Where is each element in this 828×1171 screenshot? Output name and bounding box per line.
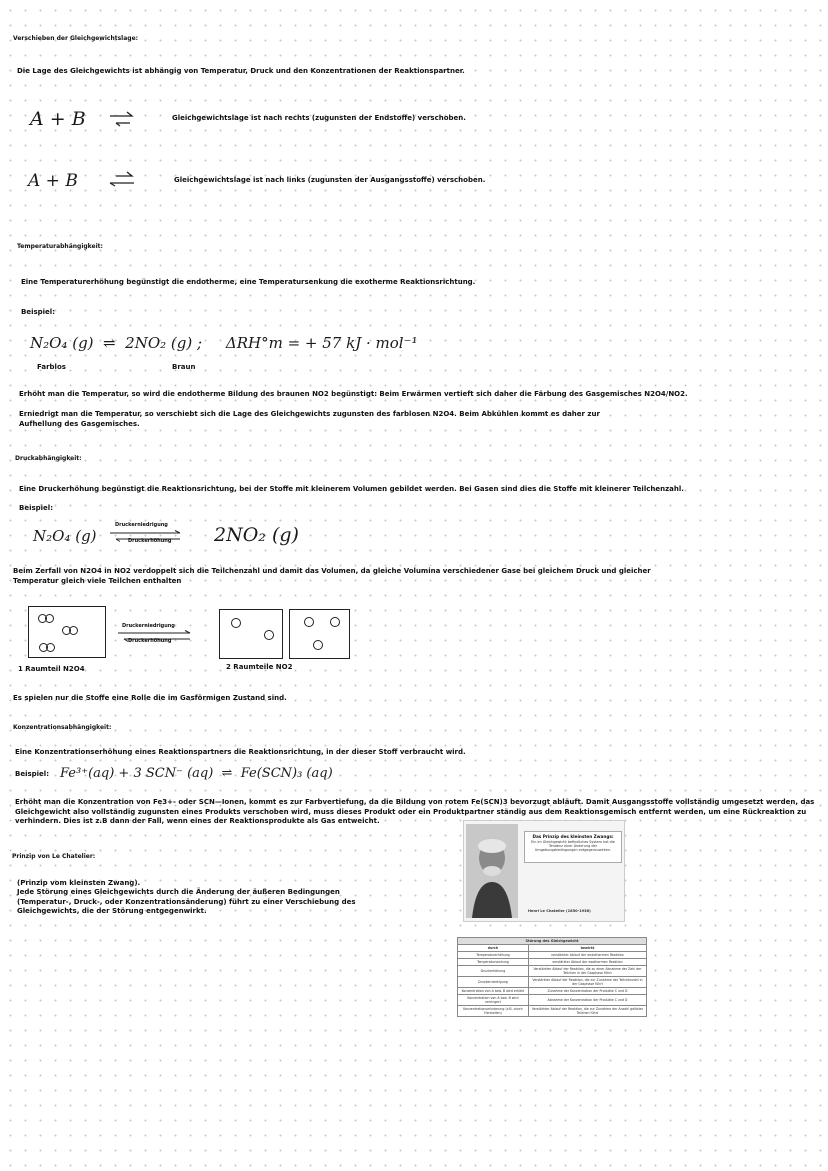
equilibrium-arrow-left-icon [108, 170, 138, 188]
temp-paragraph-2: Erniedrigt man die Temperatur, so verschiebt sich die Lage des Gleichgewichts zugunsten des farblosen N2O4. Beim Abkühlen kommt es daher zur Aufhellung des Gasgemisches. [19, 410, 600, 428]
temp-equation: N₂O₄ (g) ⇌ 2NO₂ (g) ; ΔRH°m = + 57 kJ · mol⁻¹ [30, 334, 418, 352]
pressure-rule: Eine Druckerhöhung begünstigt die Reaktionsrichtung, bei der Stoffe mit kleinerem Volumen gebildet werden. Bei Gasen sind dies die Stoffe mit kleinerer Teilchenzahl. [19, 485, 684, 493]
section-title-pressure: Druckabhängigkeit: [15, 455, 82, 462]
section-title-chatelier: Prinzip von Le Chatelier: [12, 853, 96, 860]
diagram-arrow-bottom-label: Druckerhöhung [128, 638, 172, 644]
conc-rule: Eine Konzentrationserhöhung eines Reaktionspartners die Reaktionsrichtung, in der dieser Stoff verbraucht wird. [15, 748, 466, 756]
table-cell: Temperatursenkung [458, 959, 529, 966]
equilibrium-arrow-right-icon [108, 110, 136, 128]
temp-example-label: Beispiel: [21, 308, 56, 316]
eq-right-shift: A + B [30, 108, 86, 130]
no2-volume-box-2 [289, 609, 350, 659]
table-row [458, 1006, 647, 1017]
no2-volume-box-1 [219, 609, 283, 659]
table-header: bewirkt [528, 945, 646, 952]
table-cell: Druckerhöhung [458, 966, 529, 977]
table-cell: Abnahme der Konzentration der Produkte C und D [528, 995, 646, 1006]
pressure-note: Es spielen nur die Stoffe eine Rolle die im Gasförmigen Zustand sind. [13, 694, 287, 702]
table-cell: Konzentrationsminderung (z.B. durch Herstellen) [458, 1006, 529, 1017]
table-header: durch [458, 945, 529, 952]
table-row [458, 952, 647, 959]
table-cell: Druckerniedrigung [458, 977, 529, 988]
temp-paragraph-1: Erhöht man die Temperatur, so wird die endotherme Bildung des braunen NO2 begünstigt: Beim Erwärmen vertieft sich daher die Färbung des Gasgemisches N2O4/NO2. [19, 390, 688, 398]
pressure-eq-right: 2NO₂ (g) [214, 524, 299, 546]
table-cell: Verstärkter Ablauf der Reaktion, die zur Zunahme der Anzahl gelöster Teilchen führt [528, 1006, 646, 1017]
eq-left-shift: A + B [28, 171, 78, 191]
table-row [458, 959, 647, 966]
table-row [458, 977, 647, 988]
table-row [458, 988, 647, 995]
table-cell: Temperaturerhöhung [458, 952, 529, 959]
table-cell: Konzentration von A bzw. B wird verringert [458, 995, 529, 1006]
pressure-example-label: Beispiel: [19, 504, 54, 512]
chatelier-line-1: (Prinzip vom kleinsten Zwang). [17, 879, 141, 887]
table-cell: Zunahme der Konzentration der Produkte C und D [528, 988, 646, 995]
table-cell: verstärkter Ablauf der exothermen Reaktion [528, 959, 646, 966]
chatelier-card [463, 820, 625, 922]
table-cell: Verstärkter Ablauf der Reaktion, die zu einer Abnahme der Zahl der Teilchen in der Gasphase führt [528, 966, 646, 977]
pressure-arrow-bottom-label: Druckerhöhung [128, 538, 172, 544]
diagram-label-left: 1 Raumteil N2O4 [18, 665, 85, 673]
pressure-paragraph: Beim Zerfall von N2O4 in NO2 verdoppelt sich die Teilchenzahl und damit das Volumen, da gleiche Volumina verschiedener Gase bei gleichem Druck und gleicher Temperatur gleich viele Teilchen enthalten [13, 567, 651, 585]
chatelier-line-2: Jede Störung eines Gleichgewichts durch die Änderung der äußeren Bedingungen (Temperatur-, Druck-, oder Konzentrationsänderung) führt zu einer Verschiebung des Gleichgewichts, die der Störung entgegenwirkt. [17, 888, 356, 915]
pressure-eq-left: N₂O₄ (g) [33, 527, 97, 545]
eq-left-text: Gleichgewichtslage ist nach links (zugunsten der Ausgangsstoffe) verschoben. [174, 176, 486, 184]
table-row [458, 966, 647, 977]
chatelier-card-text: Ein im Gleichgewicht befindliches System hat die Tendenz einer Änderung der Umgebungsbedingungen entgegenzuwirken. [531, 840, 615, 852]
section-title-conc: Konzentrationsabhängigkeit: [13, 724, 112, 731]
table-cell: verstärkter Ablauf der endothermen Reaktion [528, 952, 646, 959]
shift-intro: Die Lage des Gleichgewichts ist abhängig von Temperatur, Druck und den Konzentrationen der Reaktionspartner. [17, 67, 465, 75]
chatelier-card-caption: Henri Le Chatelier (1850-1936) [528, 909, 591, 913]
table-cell: Konzentration von A bzw. B wird erhöht [458, 988, 529, 995]
diagram-arrow-top-label: Druckerniedrigung [122, 623, 175, 629]
diagram-label-right: 2 Raumteile NO2 [226, 663, 293, 671]
conc-paragraph: Erhöht man die Konzentration von Fe3+- oder SCN—Ionen, kommt es zur Farbvertiefung, da die Bildung von rotem Fe(SCN)3 bevorzugt abläuft. Damit Ausgangsstoffe vollständig umgesetzt werden, das Gleichgewicht also vollständig zugunsten eines Produkts verschoben wird, muss dieses Produkt oder ein Produktpartner ständig aus dem Reaktionsgemisch entfernt werden, um eine Rückreaktion zu verhindern. Dies ist z.B dann der Fall, wenn eines der Reaktionsprodukte als Gas entweicht. [15, 798, 815, 825]
pressure-arrow-top-label: Druckerniedrigung [115, 522, 168, 528]
disturbance-table [457, 937, 647, 1017]
table-cell: Verstärkter Ablauf der Reaktion, die zur Zunahme der Teilchenzahl in der Gasphase führt [528, 977, 646, 988]
temp-rule: Eine Temperaturerhöhung begünstigt die endotherme, eine Temperatursenkung die exotherme Reaktionsrichtung. [21, 278, 476, 286]
eq-right-text: Gleichgewichtslage ist nach rechts (zugunsten der Endstoffe) verschoben. [172, 114, 466, 122]
table-title: Störung des Gleichgewicht [458, 938, 647, 945]
temp-label-farblos: Farblos [37, 363, 66, 371]
table-row [458, 995, 647, 1006]
portrait-image [466, 824, 518, 918]
conc-equation: Fe³⁺(aq) + 3 SCN⁻ (aq) ⇌ Fe(SCN)₃ (aq) [60, 766, 333, 781]
section-title-temp: Temperaturabhängigkeit: [17, 243, 103, 250]
chatelier-card-title: Das Prinzip des kleinsten Zwangs: [532, 834, 614, 839]
temp-label-braun: Braun [172, 363, 196, 371]
conc-example-label: Beispiel: [15, 770, 50, 778]
section-title-shift: Verschieben der Gleichgewichtslage: [13, 35, 139, 42]
n2o4-volume-box [28, 606, 106, 658]
chatelier-quote-box [524, 831, 622, 863]
